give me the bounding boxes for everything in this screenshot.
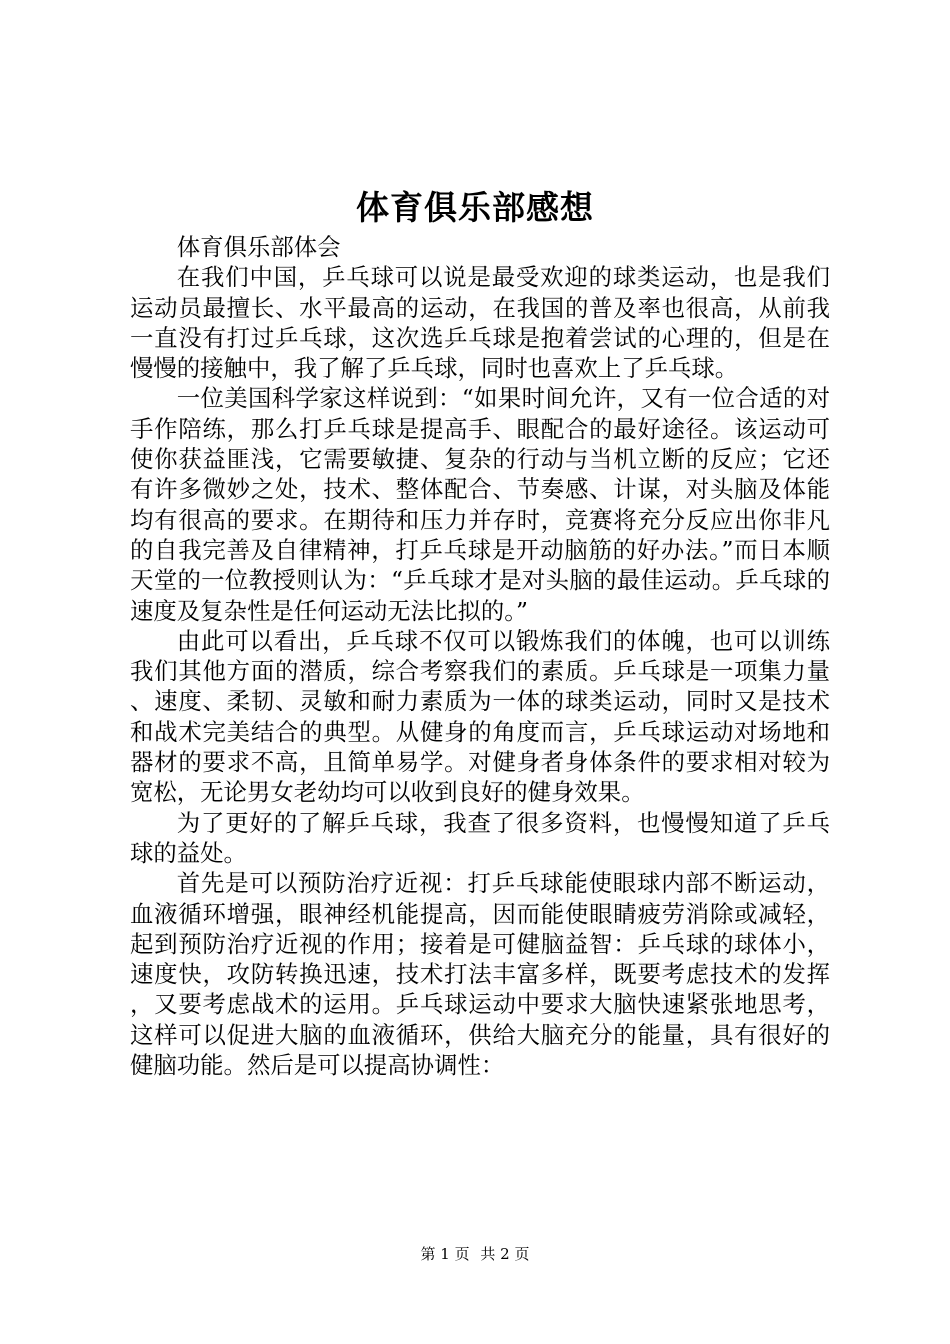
page-number: 第 1 页 [420, 1245, 470, 1263]
page-footer [0, 1244, 950, 1264]
document-title: 体育俱乐部感想 [356, 188, 594, 227]
paragraph: 在我们中国，乒乓球可以说是最受欢迎的球类运动，也是我们运动员最擅长、水平最高的运动，在我国的普及率也很高，从前我一直没有打过乒乓球，这次选乒乓球是抱着尝试的心理的，但是在慢慢的接触中，我了解了乒乓球，同时也喜欢上了乒乓球。 [130, 263, 830, 383]
paragraph: 首先是可以预防治疗近视：打乒乓球能使眼球内部不断运动，血液循环增强，眼神经机能提高，因而能使眼睛疲劳消除或减轻，起到预防治疗近视的作用；接着是可健脑益智：乒乓球的球体小，速度快，攻防转换迅速，技术打法丰富多样，既要考虑技术的发挥，又要考虑战术的运用。乒乓球运动中要求大脑快速紧张地思考，这样可以促进大脑的血液循环，供给大脑充分的能量，具有很好的健脑功能。然后是可以提高协调性： [130, 869, 830, 1080]
paragraph: 由此可以看出，乒乓球不仅可以锻炼我们的体魄，也可以训练我们其他方面的潜质，综合考察我们的素质。乒乓球是一项集力量、速度、柔韧、灵敏和耐力素质为一体的球类运动，同时又是技术和战术完美结合的典型。从健身的角度而言，乒乓球运动对场地和器材的要求不高，且简单易学。对健身者身体条件的要求相对较为宽松，无论男女老幼均可以收到良好的健身效果。 [130, 626, 830, 807]
document-body [130, 232, 830, 1080]
paragraph: 为了更好的了解乒乓球，我查了很多资料，也慢慢知道了乒乓球的益处。 [130, 808, 830, 867]
paragraph: 一位美国科学家这样说到：“如果时间允许，又有一位合适的对手作陪练，那么打乒乓球是提高手、眼配合的最好途径。该运动可使你获益匪浅，它需要敏捷、复杂的行动与当机立断的反应；它还有许多微妙之处，技术、整体配合、节奏感、计谋，对头脑及体能均有很高的要求。在期待和压力并存时，竞赛将充分反应出你非凡的自我完善及自律精神，打乒乓球是开动脑筋的好办法。”而日本顺天堂的一位教授则认为：“乒乓球才是对头脑的最佳运动。乒乓球的速度及复杂性是任何运动无法比拟的。” [130, 384, 830, 625]
page-total: 共 2 页 [480, 1245, 530, 1263]
paragraph-subtitle: 体育俱乐部体会 [176, 233, 341, 261]
